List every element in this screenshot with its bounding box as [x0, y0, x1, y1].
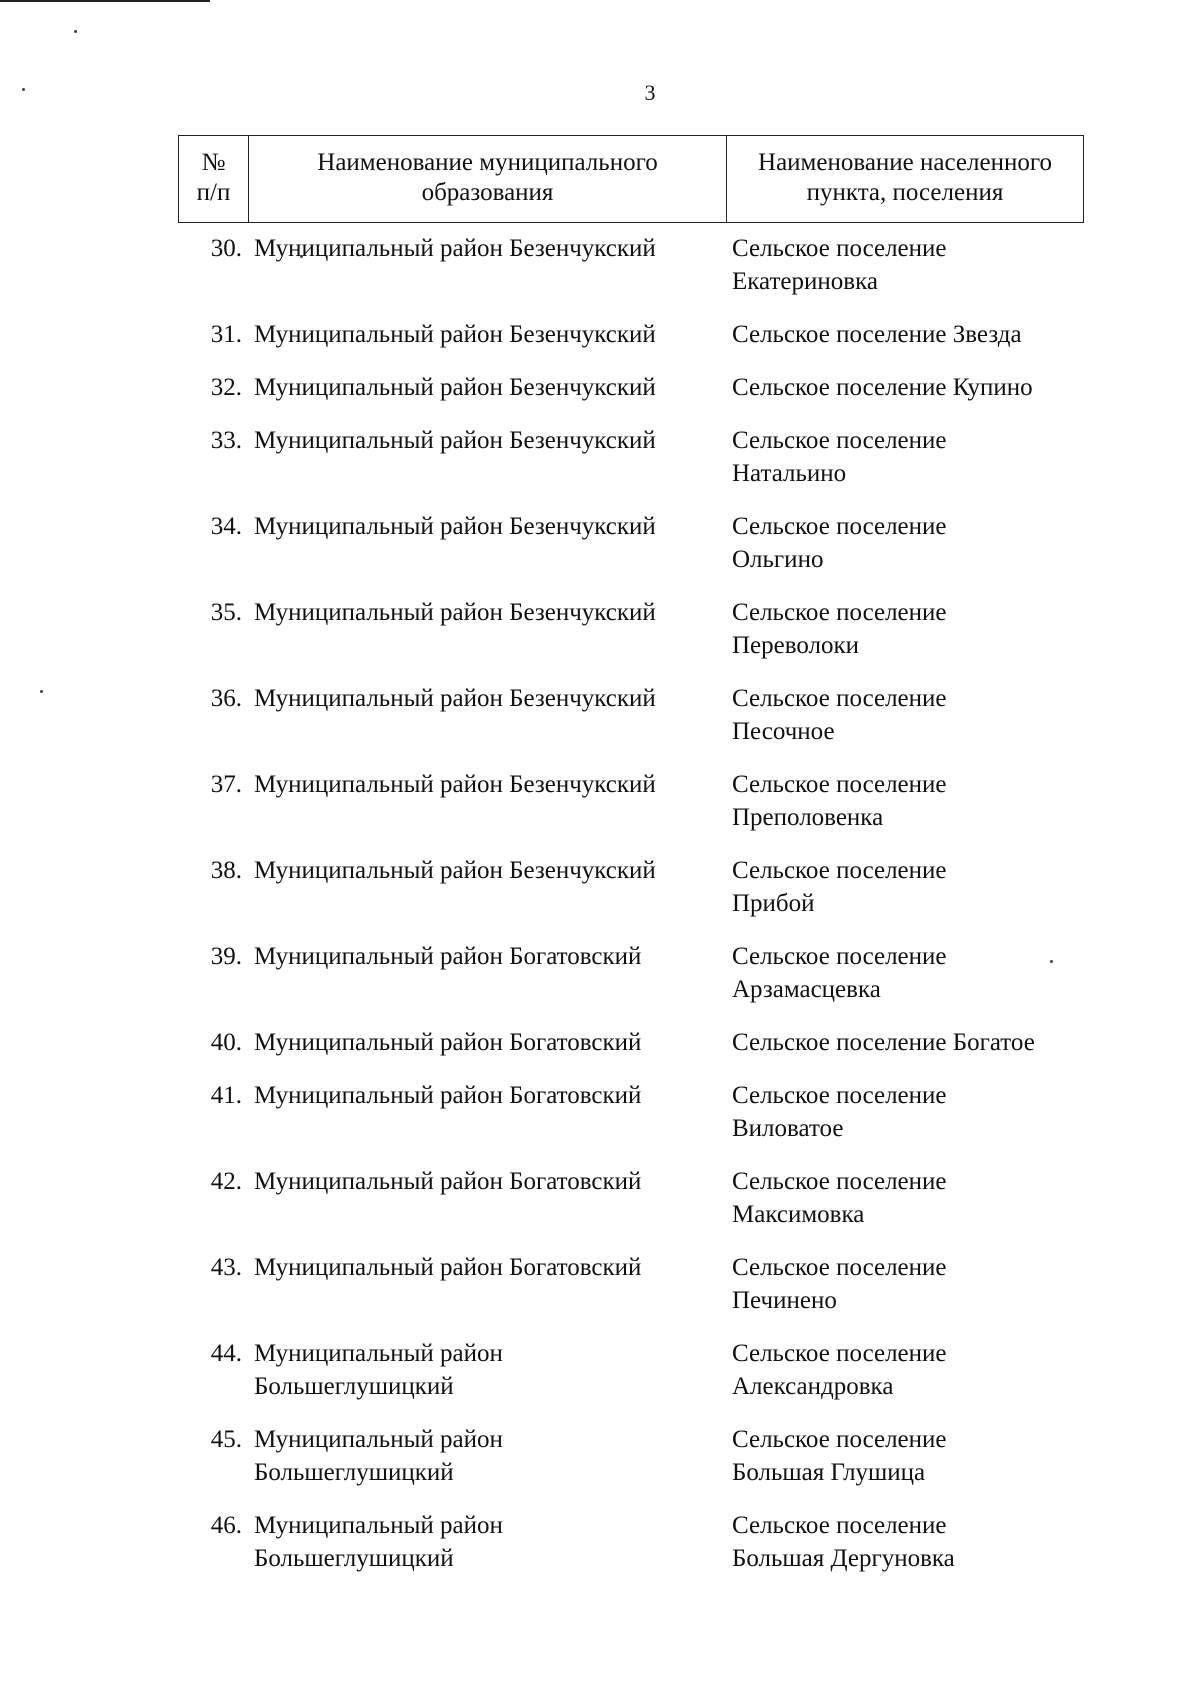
- row-number: 38.: [210, 857, 242, 884]
- row-number: 40.: [210, 1029, 242, 1056]
- municipality-cell: [248, 1251, 726, 1317]
- municipality-text: Муниципальный район Безенчукский: [254, 599, 656, 626]
- municipality-cell: [248, 1079, 726, 1145]
- settlement-text: Сельское поселение: [732, 235, 947, 262]
- municipality-text: Муниципальный район Безенчукский: [254, 321, 656, 348]
- row-number: 39.: [210, 943, 242, 970]
- municipality-cell: [248, 1337, 726, 1403]
- municipality-text: Муниципальный район Безенчукский: [254, 374, 656, 401]
- settlement-text: Преполовенка: [732, 804, 884, 831]
- header-number-line1: №: [201, 149, 226, 176]
- header-settlement-line2: пункта, поселения: [806, 179, 1004, 206]
- table-row: [178, 1165, 1084, 1231]
- table-row: [178, 1026, 1084, 1059]
- settlement-cell: [726, 371, 1084, 404]
- settlement-cell: [726, 596, 1084, 662]
- table-row: [178, 1509, 1084, 1575]
- settlement-text: Ольгино: [732, 546, 824, 573]
- settlement-text: Прибой: [732, 890, 815, 917]
- row-number: 43.: [210, 1254, 242, 1281]
- settlement-text: Сельское поселение: [732, 1168, 947, 1195]
- municipality-text: Большеглушицкий: [254, 1459, 454, 1486]
- settlement-cell: [726, 1509, 1084, 1575]
- settlement-text: Большая Дергуновка: [732, 1545, 955, 1572]
- settlement-cell: [726, 1026, 1084, 1059]
- municipality-cell: [248, 854, 726, 920]
- table-row: [178, 1337, 1084, 1403]
- header-settlement-cell: [727, 136, 1083, 222]
- municipality-cell: [248, 682, 726, 748]
- settlement-cell: [726, 768, 1084, 834]
- municipality-text: Муниципальный район: [254, 1512, 503, 1539]
- table-row: [178, 371, 1084, 404]
- settlement-text: Сельское поселение: [732, 1426, 947, 1453]
- row-number: 30.: [210, 235, 242, 262]
- settlement-text: Виловатое: [732, 1115, 844, 1142]
- municipality-text: Муниципальный район Безенчукский: [254, 685, 656, 712]
- settlement-text: Сельское поселение Купино: [732, 374, 1033, 401]
- municipality-text: Муниципальный район Безенчукский: [254, 235, 656, 262]
- header-municipality-cell: [249, 136, 727, 222]
- municipality-text: Муниципальный район: [254, 1426, 503, 1453]
- table-row: [178, 1423, 1084, 1489]
- table-row: [178, 768, 1084, 834]
- settlement-text: Сельское поселение: [732, 513, 947, 540]
- table-row: [178, 232, 1084, 298]
- table-row: [178, 510, 1084, 576]
- settlement-text: Большая Глушица: [732, 1459, 926, 1486]
- page-number: 3: [644, 80, 656, 105]
- row-number: 33.: [210, 427, 242, 454]
- settlement-text: Александровка: [732, 1373, 894, 1400]
- scan-edge-line: [0, 0, 210, 2]
- settlement-cell: [726, 1423, 1084, 1489]
- header-number-cell: [179, 136, 249, 222]
- settlement-text: Сельское поселение: [732, 771, 947, 798]
- municipality-cell: [248, 318, 726, 351]
- municipality-cell: [248, 510, 726, 576]
- municipality-cell: [248, 1026, 726, 1059]
- settlement-text: Сельское поселение: [732, 1340, 947, 1367]
- settlement-text: Песочное: [732, 718, 835, 745]
- municipality-cell: [248, 596, 726, 662]
- settlement-text: Сельское поселение: [732, 943, 947, 970]
- municipality-text: Муниципальный район Безенчукский: [254, 513, 656, 540]
- settlement-text: Сельское поселение: [732, 427, 947, 454]
- row-number: 45.: [210, 1426, 242, 1453]
- municipality-cell: [248, 371, 726, 404]
- table-row: [178, 854, 1084, 920]
- row-number: 34.: [210, 513, 242, 540]
- settlement-cell: [726, 1079, 1084, 1145]
- municipality-cell: [248, 424, 726, 490]
- settlement-text: Сельское поселение Богатое: [732, 1029, 1035, 1056]
- row-number: 37.: [210, 771, 242, 798]
- header-number-line2: п/п: [196, 179, 231, 206]
- settlement-cell: [726, 318, 1084, 351]
- settlement-cell: [726, 424, 1084, 490]
- table-row: [178, 940, 1084, 1006]
- row-number: 31.: [210, 321, 242, 348]
- settlement-text: Сельское поселение Звезда: [732, 321, 1022, 348]
- row-number: 44.: [210, 1340, 242, 1367]
- municipality-text: Муниципальный район Безенчукский: [254, 771, 656, 798]
- municipality-text: Муниципальный район Богатовский: [254, 1168, 642, 1195]
- table-row: [178, 424, 1084, 490]
- table-header: [178, 135, 1084, 223]
- municipality-text: Муниципальный район Безенчукский: [254, 857, 656, 884]
- settlement-cell: [726, 232, 1084, 298]
- settlement-text: Натальино: [732, 460, 847, 487]
- settlement-text: Сельское поселение: [732, 1254, 947, 1281]
- settlement-text: Переволоки: [732, 632, 860, 659]
- scan-speck: [40, 690, 43, 693]
- settlement-text: Печинено: [732, 1287, 837, 1314]
- settlement-text: Сельское поселение: [732, 685, 947, 712]
- table-row: [178, 596, 1084, 662]
- municipality-cell: [248, 768, 726, 834]
- municipality-text: Муниципальный район Богатовский: [254, 943, 642, 970]
- settlement-text: Сельское поселение: [732, 1082, 947, 1109]
- municipality-text: Муниципальный район Богатовский: [254, 1029, 642, 1056]
- municipality-cell: [248, 940, 726, 1006]
- header-settlement-line1: Наименование населенного: [758, 149, 1052, 176]
- table-row: [178, 1079, 1084, 1145]
- settlement-cell: [726, 940, 1084, 1006]
- settlement-text: Максимовка: [732, 1201, 865, 1228]
- row-number: 36.: [210, 685, 242, 712]
- settlement-cell: [726, 1251, 1084, 1317]
- settlement-cell: [726, 1337, 1084, 1403]
- table-row: [178, 318, 1084, 351]
- settlement-cell: [726, 682, 1084, 748]
- settlement-text: Сельское поселение: [732, 857, 947, 884]
- municipality-text: Муниципальный район: [254, 1340, 503, 1367]
- settlement-text: Сельское поселение: [732, 1512, 947, 1539]
- municipality-text: Большеглушицкий: [254, 1545, 454, 1572]
- table-row: [178, 1251, 1084, 1317]
- row-number: 42.: [210, 1168, 242, 1195]
- row-number: 46.: [210, 1512, 242, 1539]
- header-municipality-line2: образования: [421, 179, 554, 206]
- municipality-cell: [248, 232, 726, 298]
- settlement-cell: [726, 1165, 1084, 1231]
- settlement-cell: [726, 510, 1084, 576]
- table-row: [178, 682, 1084, 748]
- header-municipality-line1: Наименование муниципального: [317, 149, 658, 176]
- scan-speck: [74, 30, 77, 33]
- municipality-cell: [248, 1165, 726, 1231]
- municipality-text: Большеглушицкий: [254, 1373, 454, 1400]
- settlement-cell: [726, 854, 1084, 920]
- municipality-text: Муниципальный район Богатовский: [254, 1082, 642, 1109]
- municipality-cell: [248, 1423, 726, 1489]
- row-number: 41.: [210, 1082, 242, 1109]
- settlement-text: Сельское поселение: [732, 599, 947, 626]
- settlement-text: Екатериновка: [732, 268, 878, 295]
- municipality-text: Муниципальный район Безенчукский: [254, 427, 656, 454]
- row-number: 32.: [210, 374, 242, 401]
- municipality-cell: [248, 1509, 726, 1575]
- municipality-text: Муниципальный район Богатовский: [254, 1254, 642, 1281]
- row-number: 35.: [210, 599, 242, 626]
- table-body: [178, 232, 1084, 1595]
- settlement-text: Арзамасцевка: [732, 976, 881, 1003]
